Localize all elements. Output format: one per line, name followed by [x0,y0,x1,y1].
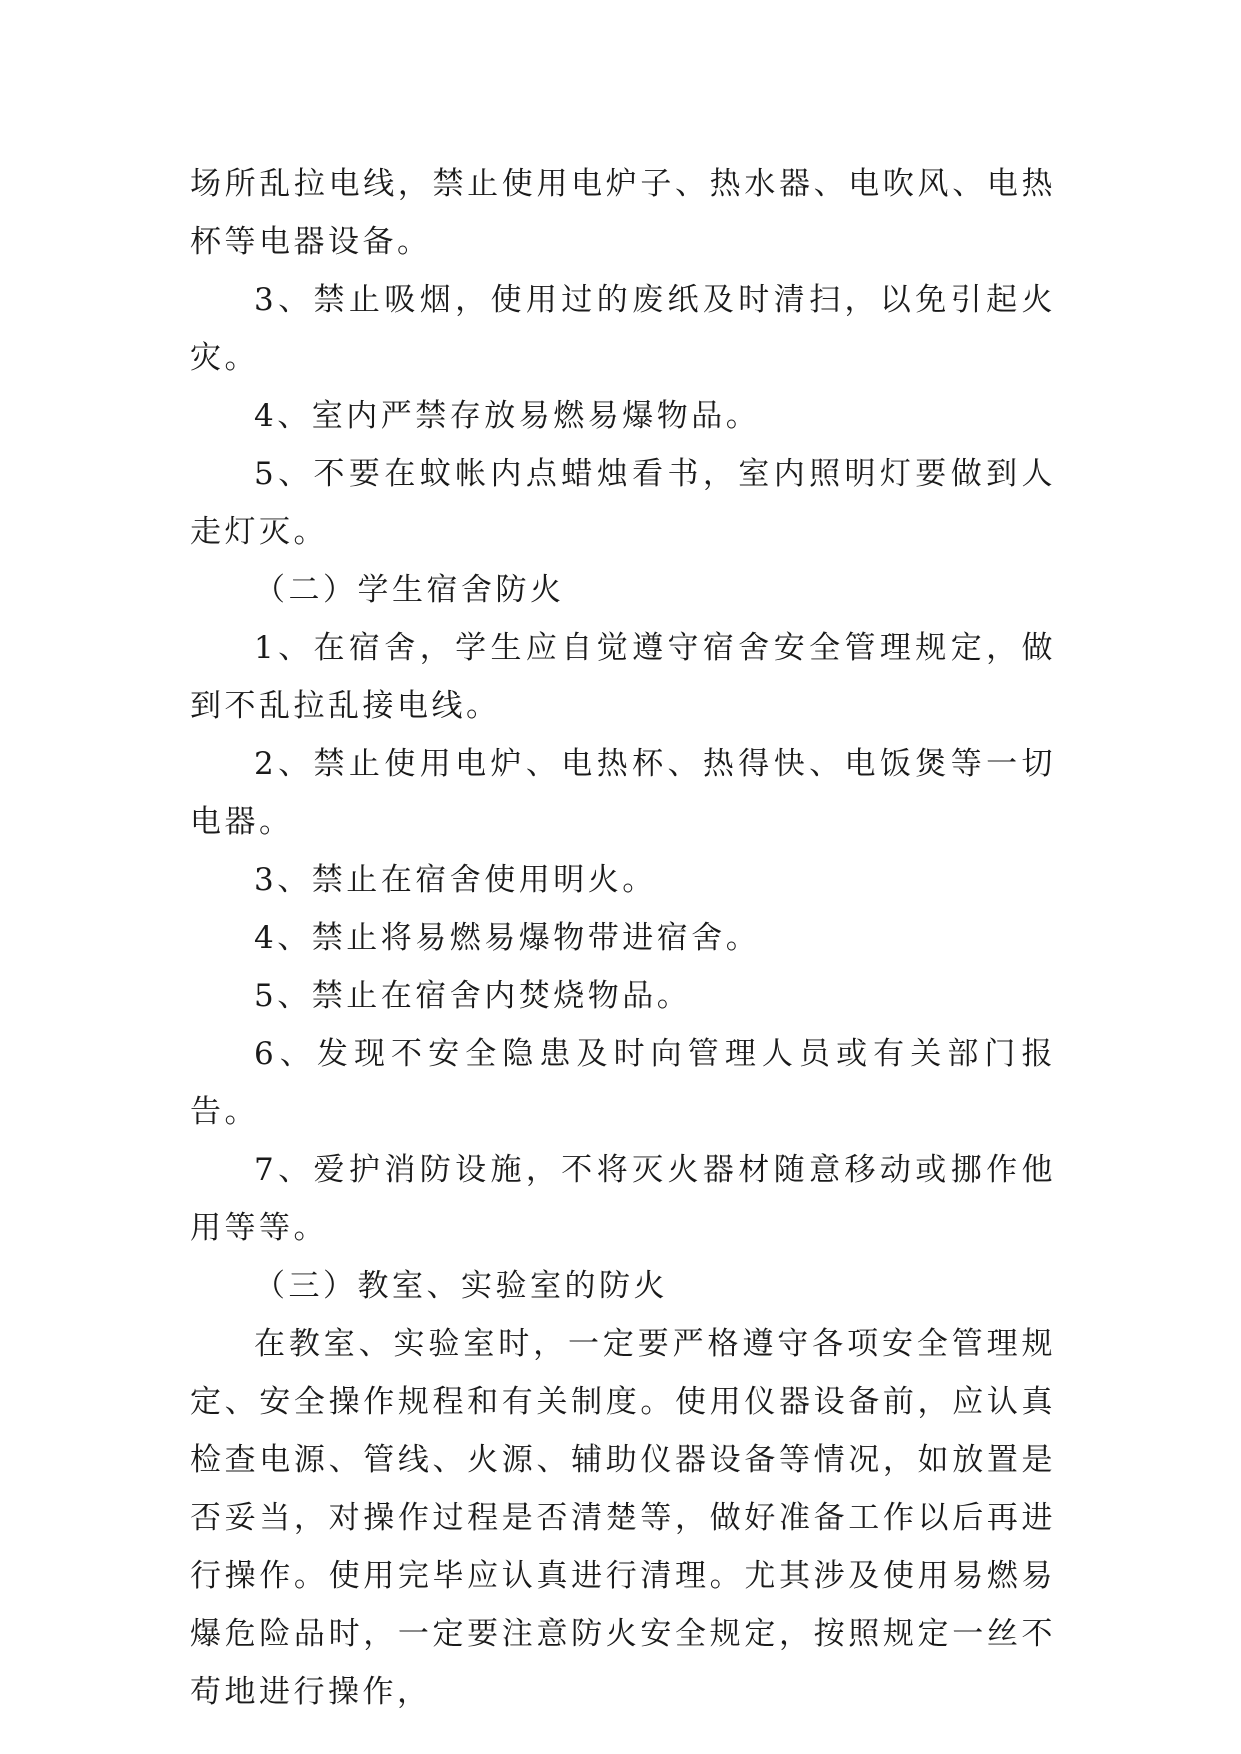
paragraph-item-4-flammables: 4、室内严禁存放易燃易爆物品。 [254,398,761,434]
paragraph-item-5-candles: 5、不要在蚊帐内点蜡烛看书，室内照明灯要做到人走灯灭。 [190,456,1056,550]
paragraph-dorm-item-7: 7、爱护消防设施，不将灭火器材随意移动或挪作他用等等。 [190,1152,1056,1246]
paragraph-dorm-item-5: 5、禁止在宿舍内焚烧物品。 [254,978,692,1014]
paragraph-item-3-smoking: 3、禁止吸烟，使用过的废纸及时清扫，以免引起火灾。 [190,282,1056,376]
paragraph-dorm-item-6: 6、发现不安全隐患及时向管理人员或有关部门报告。 [190,1036,1056,1130]
paragraph-classroom-lab-body: 在教室、实验室时，一定要严格遵守各项安全管理规定、安全操作规程和有关制度。使用仪器设备前，应认真检查电源、管线、火源、辅助仪器设备等情况，如放置是否妥当，对操作过程是否清楚等，做好准备工作以后再进行操作。使用完毕应认真进行清理。尤其涉及使用易燃易爆危险品时，一定要注意防火安全规定，按照规定一丝不苟地进行操作， [190,1326,1056,1710]
paragraph-dorm-item-2: 2、禁止使用电炉、电热杯、热得快、电饭煲等一切电器。 [190,746,1056,840]
document-body [190,155,1056,1721]
paragraph-continuation: 场所乱拉电线，禁止使用电炉子、热水器、电吹风、电热杯等电器设备。 [190,166,1056,260]
section-heading-dormitory: （二）学生宿舍防火 [254,572,565,608]
paragraph-dorm-item-1: 1、在宿舍，学生应自觉遵守宿舍安全管理规定，做到不乱拉乱接电线。 [190,630,1056,724]
paragraph-dorm-item-3: 3、禁止在宿舍使用明火。 [254,862,657,898]
paragraph-dorm-item-4: 4、禁止将易燃易爆物带进宿舍。 [254,920,761,956]
section-heading-classroom-lab: （三）教室、实验室的防火 [254,1268,668,1304]
